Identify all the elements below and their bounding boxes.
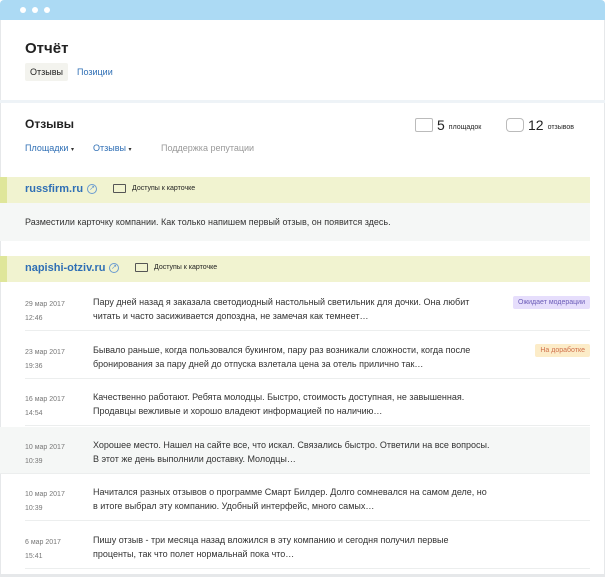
browser-window-icon (415, 118, 433, 132)
review-time: 10:39 (25, 505, 43, 512)
review-time: 10:39 (25, 457, 43, 465)
card-access-label: Доступы к карточке (154, 264, 218, 271)
window-dot-icon[interactable] (44, 7, 50, 13)
page-title: Отчёт (25, 40, 69, 57)
card-icon (135, 263, 148, 272)
review-row[interactable] (25, 474, 590, 521)
window-dot-icon[interactable] (20, 7, 26, 13)
tab-positions[interactable]: Позиции (77, 67, 113, 77)
empty-site-message: Разместили карточку компании. Как только напишем первый отзыв, он появится здесь. (0, 203, 590, 241)
section-title: Отзывы (25, 117, 75, 131)
review-time: 15:41 (25, 552, 43, 560)
filter-reputation-support[interactable]: Поддержка репутации (161, 143, 255, 153)
review-row[interactable] (25, 332, 590, 379)
external-link-icon[interactable]: ↗ (87, 184, 97, 194)
review-date: 16 мар 2017 14:54 (25, 396, 65, 417)
review-time: 14:54 (25, 410, 43, 417)
site-link[interactable]: napishi-otziv.ru (25, 262, 106, 274)
filter-sites-dropdown[interactable]: Площадки ▾ (25, 143, 74, 153)
review-text: Качественно работают. Ребята молодцы. Быстро, стоимость доступная, не завышенная. Продавцы вежливые и хорошо владеют информацией по наличию… (93, 392, 465, 416)
review-date: 6 мар 2017 15:41 (25, 538, 61, 560)
divider (0, 100, 605, 103)
review-time: 12:46 (25, 315, 43, 322)
review-time: 19:36 (25, 362, 43, 370)
card-access-button[interactable] (113, 184, 195, 193)
review-row[interactable] (25, 522, 590, 569)
window-titlebar (0, 0, 605, 20)
card-access-label: Доступы к карточке (132, 185, 196, 192)
comment-icon (506, 118, 524, 132)
review-date: 23 мар 2017 19:36 (25, 348, 65, 370)
site-link[interactable]: russfirm.ru (25, 183, 84, 195)
chevron-down-icon: ▾ (70, 147, 74, 153)
card-access-button[interactable] (135, 263, 217, 272)
review-date: 10 мар 2017 10:39 (25, 443, 65, 465)
external-link-icon[interactable]: ↗ (109, 263, 119, 273)
chevron-down-icon: ▾ (128, 147, 132, 153)
review-text: Начитался разных отзывов о программе Смарт Билдер. Долго сомневался на самом деле, но в итоге выбрал эту компанию. Удобный интерфейс, много самых… (93, 487, 487, 511)
status-badge: Ожидает модерации (513, 296, 590, 309)
filter-reviews-dropdown[interactable]: Отзывы ▾ (93, 143, 132, 153)
sites-stat (415, 117, 481, 133)
review-row[interactable] (25, 379, 590, 426)
review-row[interactable] (25, 284, 590, 331)
site-header (0, 177, 590, 203)
reviews-stat (506, 117, 574, 133)
site-header (0, 256, 590, 282)
sites-count: 5 (437, 117, 445, 133)
review-row[interactable] (0, 427, 590, 474)
card-icon (113, 184, 126, 193)
reviews-count: 12 (528, 117, 544, 133)
review-text: Пару дней назад я заказала светодиодный настольный светильник для дочки. Она любит читать и часто засиживается допоздна, не замечая как темнеет… (93, 297, 470, 321)
review-date: 10 мар 2017 10:39 (25, 491, 65, 512)
review-text: Хорошее место. Нашел на сайте все, что искал. Связались быстро. Ответили на все вопросы. В этот же день выполнили доставку. Молодцы… (93, 439, 490, 464)
window-dot-icon[interactable] (32, 7, 38, 13)
reviews-label: отзывов (547, 123, 575, 131)
tab-reviews[interactable]: Отзывы (25, 63, 68, 81)
status-badge: На доработке (535, 344, 590, 357)
review-text: Бывало раньше, когда пользовался букингом, пару раз возникали сложности, когда после бронирования за пару дней до отпуска взлетала цена за отель прилично так… (93, 344, 471, 369)
review-text: Пишу отзыв - три месяца назад вложился в эту компанию и сегодня получил первые проценты, так что полет нормальнай пока что… (93, 534, 449, 559)
review-date: 29 мар 2017 12:46 (25, 301, 65, 322)
sites-label: площадок (448, 123, 482, 131)
